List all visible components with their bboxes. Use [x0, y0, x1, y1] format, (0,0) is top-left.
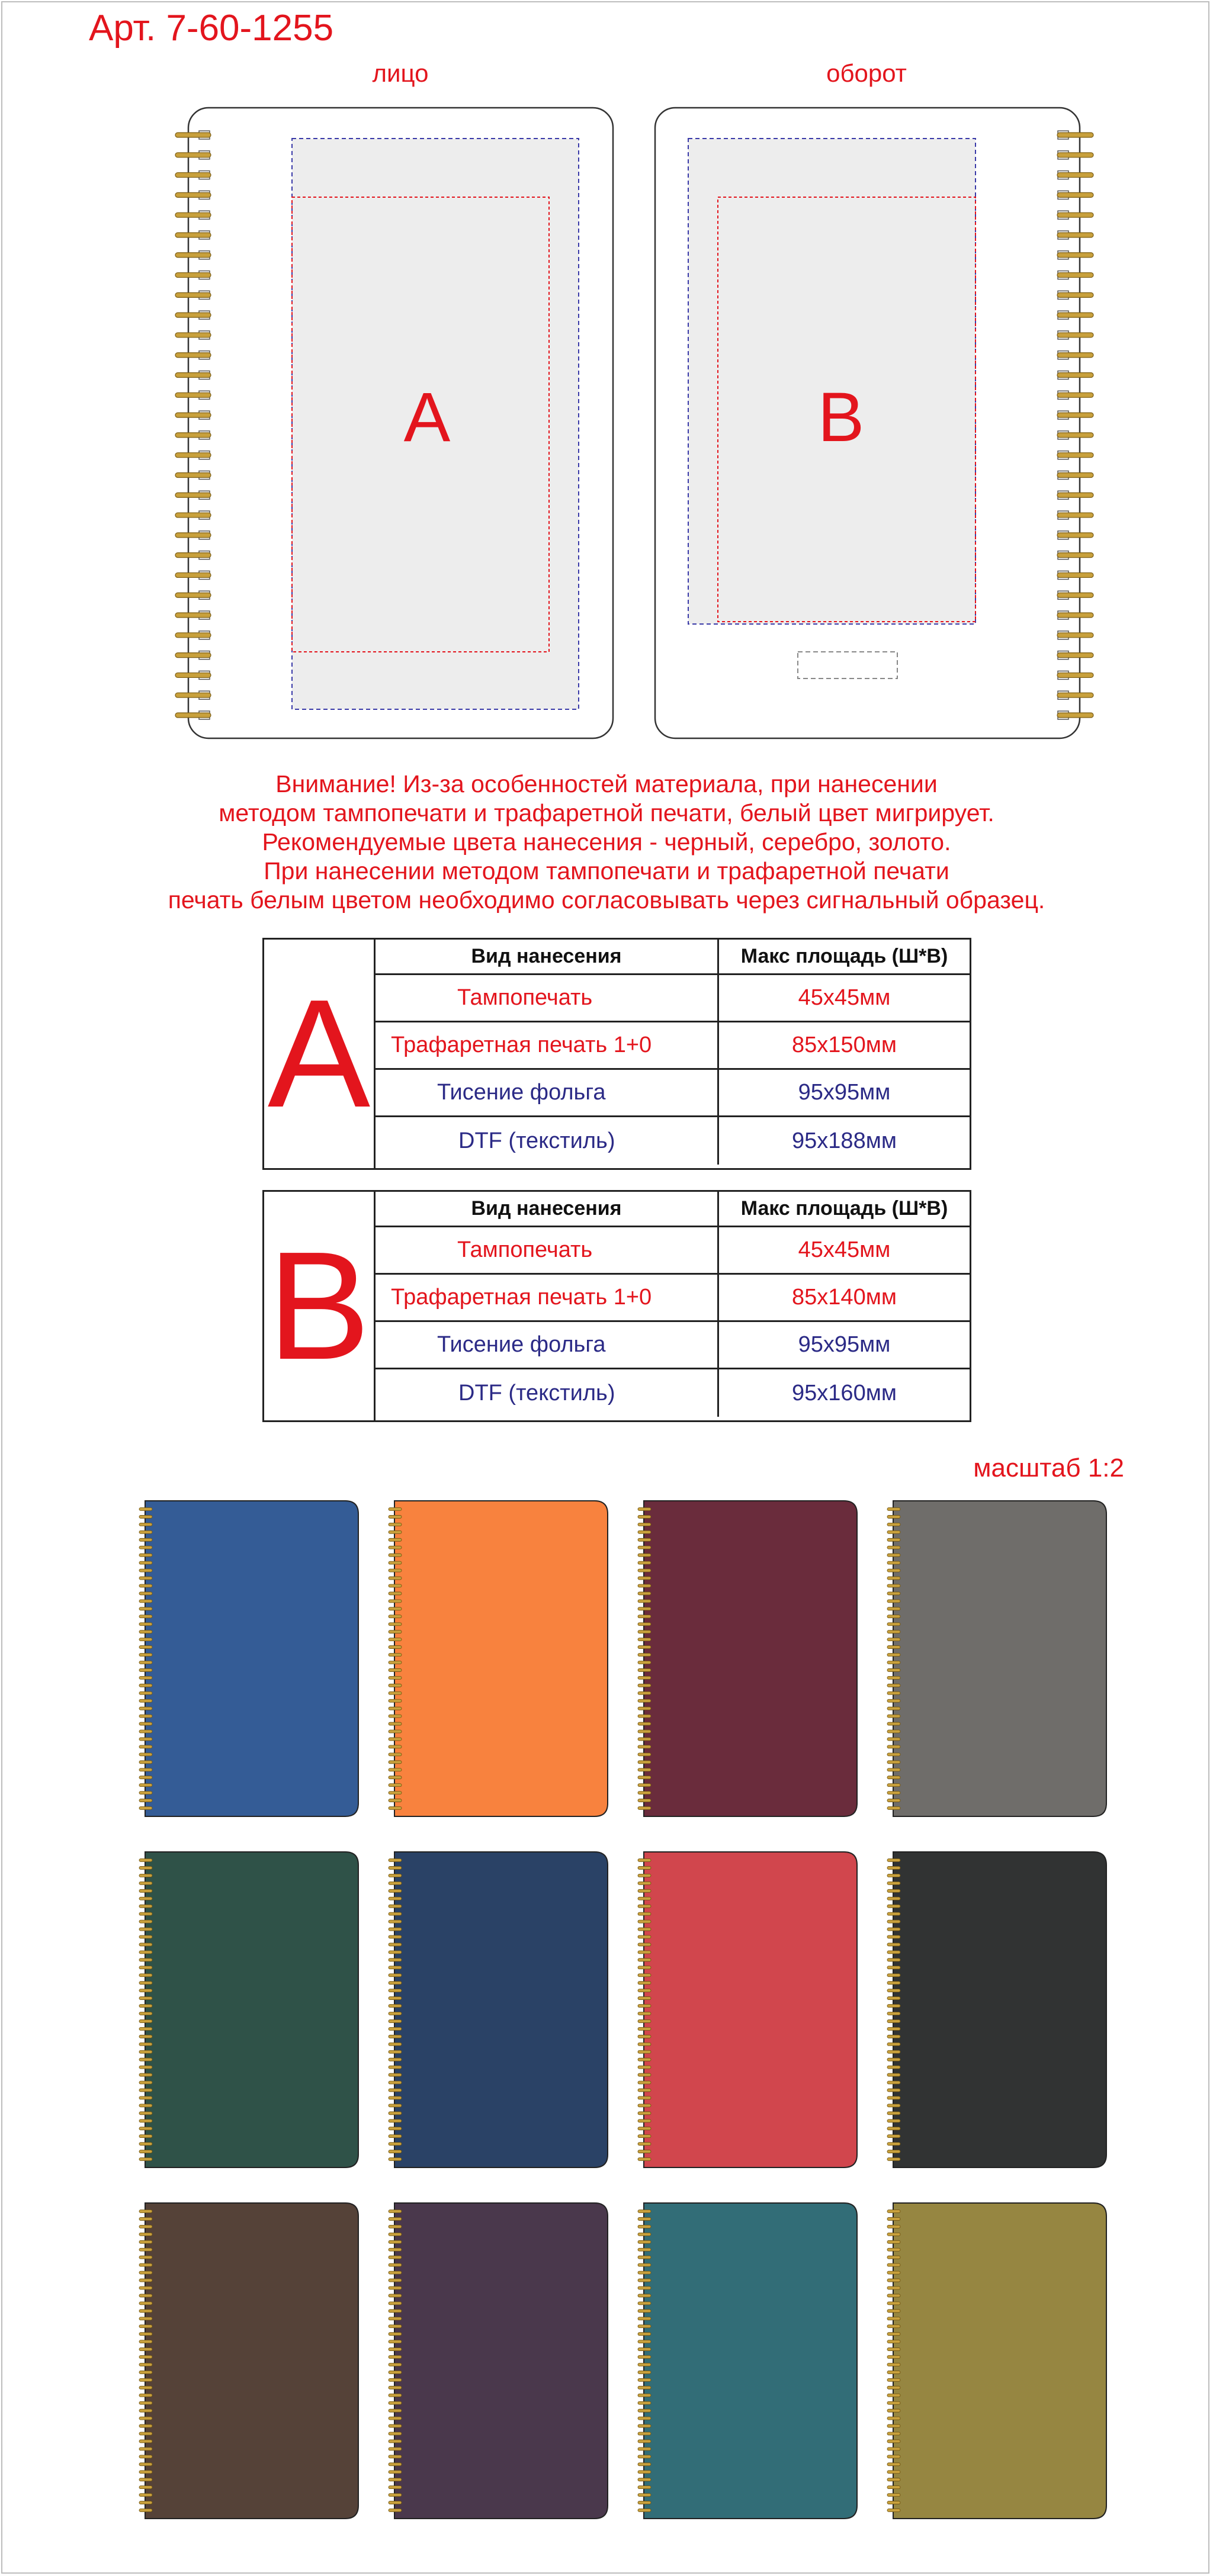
- color-swatch: [389, 1852, 608, 2167]
- area-cell: 85х140мм: [792, 1285, 897, 1310]
- front-label: лицо: [372, 59, 429, 87]
- color-swatch: [887, 1501, 1106, 1816]
- method-cell: Трафаретная печать 1+0: [376, 1022, 719, 1068]
- header-area: Макс площадь (Ш*В): [740, 945, 948, 967]
- zone-a-label: A: [403, 378, 451, 456]
- color-swatch: [139, 2203, 358, 2519]
- table-row: [376, 1322, 970, 1369]
- color-swatch: [887, 2203, 1106, 2519]
- color-swatch: [638, 2203, 857, 2519]
- color-swatch: [638, 1852, 857, 2167]
- header-method: Вид нанесения: [376, 940, 719, 973]
- table-header-row: [376, 940, 970, 975]
- color-swatch: [139, 1852, 358, 2167]
- back-label: оборот: [826, 59, 907, 87]
- color-swatch: [389, 1501, 608, 1816]
- header-area: Макс площадь (Ш*В): [740, 1197, 948, 1220]
- method-cell: Тампопечать: [376, 975, 719, 1021]
- warning-line: печать белым цветом необходимо согласовывать через сигнальный образец.: [168, 886, 1045, 914]
- table-a-letter: A: [264, 940, 376, 1168]
- area-cell: 95х95мм: [798, 1080, 891, 1105]
- warning-line: методом тампопечати и трафаретной печати, белый цвет мигрирует.: [219, 799, 994, 826]
- warning-line: При нанесении методом тампопечати и трафаретной печати: [264, 857, 949, 885]
- table-row: [376, 1227, 970, 1275]
- method-cell: DTF (текстиль): [376, 1369, 719, 1417]
- table-row: [376, 1117, 970, 1165]
- area-cell: 95х95мм: [798, 1332, 891, 1357]
- table-header-row: [376, 1192, 970, 1227]
- color-swatch: [638, 1501, 857, 1816]
- color-swatches: [139, 1501, 1106, 2519]
- area-cell: 95х188мм: [792, 1128, 897, 1153]
- table-zone-a: [262, 938, 971, 1170]
- table-row: [376, 1022, 970, 1070]
- warning-line: Внимание! Из-за особенностей материала, при нанесении: [275, 770, 938, 797]
- area-cell: 45х45мм: [798, 1237, 891, 1262]
- method-cell: Тампопечать: [376, 1227, 719, 1273]
- method-cell: Тисение фольга: [376, 1070, 719, 1115]
- area-cell: 45х45мм: [798, 985, 891, 1010]
- table-row: [376, 1369, 970, 1417]
- method-cell: Тисение фольга: [376, 1322, 719, 1368]
- header-method: Вид нанесения: [376, 1192, 719, 1226]
- zone-b-label: B: [817, 378, 865, 456]
- color-swatch: [887, 1852, 1106, 2167]
- warning-text: [0, 770, 1213, 915]
- scale-label: масштаб 1:2: [973, 1453, 1124, 1482]
- table-row: [376, 1070, 970, 1117]
- color-swatch: [389, 2203, 608, 2519]
- method-cell: DTF (текстиль): [376, 1117, 719, 1165]
- table-row: [376, 1275, 970, 1322]
- warning-line: Рекомендуемые цвета нанесения - черный, серебро, золото.: [262, 828, 951, 856]
- method-cell: Трафаретная печать 1+0: [376, 1275, 719, 1320]
- area-cell: 95х160мм: [792, 1380, 897, 1406]
- table-b-letter: B: [264, 1192, 376, 1420]
- table-zone-b: [262, 1190, 971, 1422]
- article-title: Арт. 7-60-1255: [89, 8, 334, 49]
- color-swatch: [139, 1501, 358, 1816]
- area-cell: 85х150мм: [792, 1033, 897, 1057]
- table-row: [376, 975, 970, 1022]
